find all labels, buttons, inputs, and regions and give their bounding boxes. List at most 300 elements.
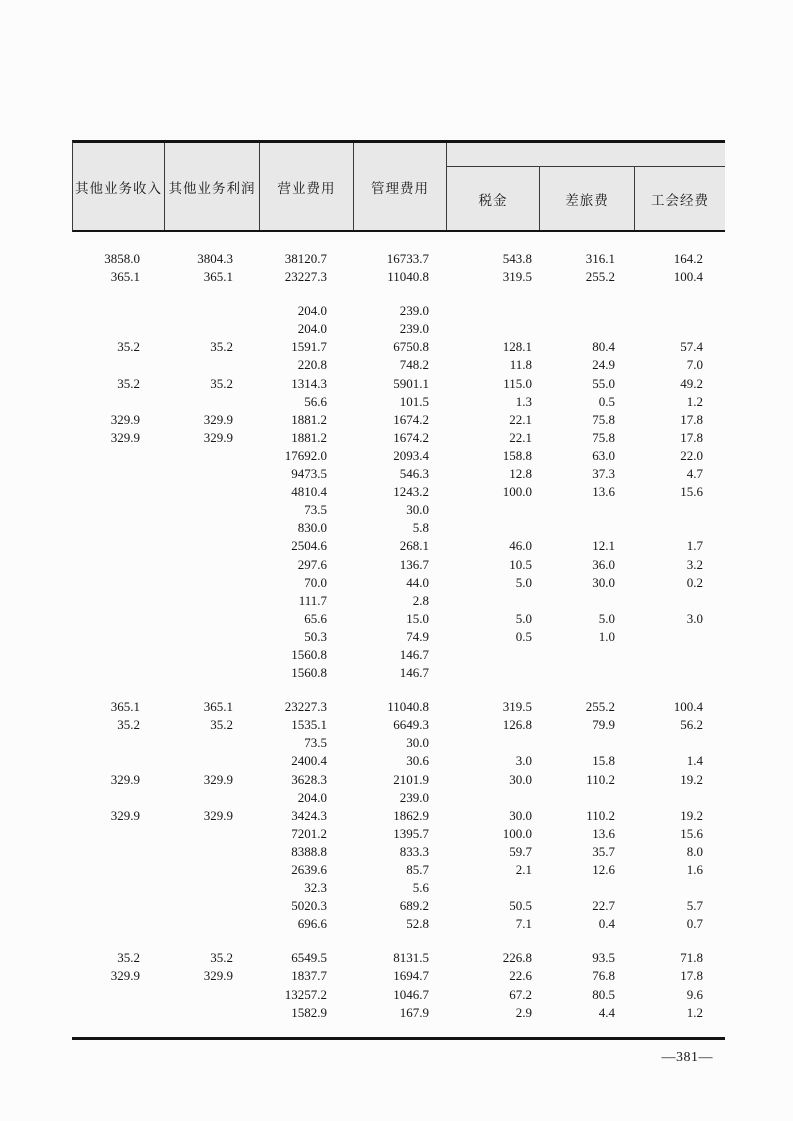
table-cell xyxy=(537,879,632,897)
table-cell xyxy=(72,825,163,843)
table-cell: 0.5 xyxy=(515,628,532,644)
table-cell: 204.0 xyxy=(297,321,327,337)
table-cell: 71.8 xyxy=(680,950,703,966)
table-cell: 1.6 xyxy=(686,862,703,877)
table-cell xyxy=(163,915,258,933)
table-cell: 365.1 xyxy=(110,269,140,285)
table-cell: 65.6 xyxy=(304,610,327,626)
table-row xyxy=(72,302,725,320)
table-cell: 23227.3 xyxy=(284,699,327,715)
table-row xyxy=(72,610,725,628)
table-row xyxy=(72,807,725,825)
table-cell: 11.8 xyxy=(509,357,532,373)
table-cell: 833.3 xyxy=(399,843,429,859)
table-bottom-rule xyxy=(72,1037,725,1040)
table-cell: 319.5 xyxy=(502,269,532,285)
table-cell xyxy=(163,501,258,519)
table-cell xyxy=(445,320,537,338)
table-cell: 6549.5 xyxy=(291,950,327,966)
table-cell: 239.0 xyxy=(399,321,429,337)
table-cell: 17.8 xyxy=(680,968,703,984)
table-cell: 57.4 xyxy=(680,339,703,355)
table-cell xyxy=(632,646,725,664)
table-cell: 146.7 xyxy=(399,646,429,662)
table-cell: 100.4 xyxy=(673,269,703,285)
table-cell: 3628.3 xyxy=(291,771,327,787)
table-cell xyxy=(163,789,258,807)
table-row xyxy=(72,716,725,734)
table-cell: 79.9 xyxy=(592,717,615,733)
table-cell: 36.0 xyxy=(592,556,615,572)
table-cell: 49.2 xyxy=(680,375,703,391)
table-cell: 7201.2 xyxy=(291,825,327,841)
table-row xyxy=(72,861,725,879)
table-cell: 204.0 xyxy=(297,303,327,319)
table-cell: 167.9 xyxy=(399,1004,429,1020)
table-cell xyxy=(163,879,258,897)
table-cell: 30.0 xyxy=(592,574,615,590)
table-cell: 15.6 xyxy=(680,825,703,841)
table-row xyxy=(72,447,725,465)
table-cell: 1046.7 xyxy=(393,986,429,1002)
table-cell xyxy=(72,628,163,646)
table-cell: 2.9 xyxy=(515,1004,532,1020)
table-row xyxy=(72,592,725,610)
table-cell: 15.8 xyxy=(592,753,615,769)
table-cell xyxy=(163,393,258,411)
table-cell: 52.8 xyxy=(406,916,429,932)
col-header-label: 工会经费 xyxy=(651,192,709,208)
table-row xyxy=(72,897,725,915)
table-cell xyxy=(72,483,163,501)
table-cell: 1.7 xyxy=(686,538,703,554)
table-cell: 35.2 xyxy=(117,339,140,355)
table-row xyxy=(72,393,725,411)
table-cell: 5.0 xyxy=(598,610,615,626)
table-cell: 13.6 xyxy=(592,825,615,841)
table-cell: 30.0 xyxy=(406,502,429,518)
table-cell: 226.8 xyxy=(502,950,532,966)
table-cell: 1560.8 xyxy=(291,646,327,662)
table-cell: 0.4 xyxy=(598,916,615,932)
subcolumn-row xyxy=(447,167,725,230)
table-cell: 316.1 xyxy=(585,251,615,266)
table-cell: 5.0 xyxy=(515,610,532,626)
col-header-label: 管理费用 xyxy=(371,180,429,196)
table-cell: 76.8 xyxy=(592,968,615,984)
table-cell: 1881.2 xyxy=(291,429,327,445)
table-cell: 35.2 xyxy=(117,717,140,733)
table-cell: 1.2 xyxy=(686,393,703,409)
table-cell xyxy=(632,592,725,610)
table-cell xyxy=(163,752,258,770)
table-row xyxy=(72,411,725,429)
table-cell xyxy=(163,320,258,338)
table-cell xyxy=(72,592,163,610)
table-cell: 1314.3 xyxy=(291,375,327,391)
table-cell xyxy=(72,393,163,411)
table-cell: 365.1 xyxy=(203,699,233,715)
table-cell: 80.4 xyxy=(592,339,615,355)
table-cell: 0.2 xyxy=(686,574,703,590)
table-cell: 110.2 xyxy=(586,807,615,823)
table-cell xyxy=(632,789,725,807)
table-cell: 0.5 xyxy=(598,393,615,409)
table-cell: 50.3 xyxy=(304,628,327,644)
table-cell: 2.8 xyxy=(412,592,429,608)
table-cell xyxy=(163,734,258,752)
table-cell: 1.0 xyxy=(598,628,615,644)
table-header xyxy=(72,140,725,232)
table-cell: 19.2 xyxy=(680,807,703,823)
table-cell: 44.0 xyxy=(406,574,429,590)
table-cell xyxy=(72,1004,163,1022)
table-row xyxy=(72,879,725,897)
table-cell xyxy=(632,302,725,320)
table-cell: 2639.6 xyxy=(291,862,327,877)
table-cell: 35.2 xyxy=(117,375,140,391)
table-cell: 255.2 xyxy=(585,699,615,715)
table-cell: 13257.2 xyxy=(284,986,327,1002)
table-body xyxy=(72,232,725,1022)
table-cell xyxy=(537,519,632,537)
table-cell: 128.1 xyxy=(502,339,532,355)
table-cell: 73.5 xyxy=(304,735,327,751)
table-cell: 239.0 xyxy=(399,789,429,805)
table-cell: 50.5 xyxy=(509,898,532,914)
table-cell: 55.0 xyxy=(592,375,615,391)
table-cell: 239.0 xyxy=(399,303,429,319)
table-cell xyxy=(72,610,163,628)
table-cell: 23227.3 xyxy=(284,269,327,285)
table-cell xyxy=(632,628,725,646)
table-cell: 15.6 xyxy=(680,484,703,500)
table-row xyxy=(72,986,725,1004)
table-cell: 297.6 xyxy=(297,556,327,572)
table-cell: 0.7 xyxy=(686,916,703,932)
table-cell xyxy=(537,320,632,338)
table-cell xyxy=(163,664,258,682)
col-header-label: 差旅费 xyxy=(565,192,609,208)
col-header-label: 税金 xyxy=(478,192,508,208)
table-cell xyxy=(445,646,537,664)
table-cell xyxy=(72,646,163,664)
table-cell: 2504.6 xyxy=(291,538,327,554)
spacer-row xyxy=(72,286,725,302)
table-cell: 5020.3 xyxy=(291,898,327,914)
table-cell xyxy=(72,574,163,592)
table-cell: 100.4 xyxy=(673,699,703,715)
table-cell: 9473.5 xyxy=(291,466,327,482)
table-cell xyxy=(163,556,258,574)
table-cell: 12.1 xyxy=(592,538,615,554)
table-cell: 56.6 xyxy=(304,393,327,409)
table-cell: 329.9 xyxy=(203,771,233,787)
table-cell xyxy=(537,302,632,320)
table-cell: 5.0 xyxy=(515,574,532,590)
table-cell: 59.7 xyxy=(509,843,532,859)
table-cell: 329.9 xyxy=(203,429,233,445)
col-header-label: 其他业务收入 xyxy=(75,180,162,196)
table-row xyxy=(72,734,725,752)
table-cell: 329.9 xyxy=(110,429,140,445)
table-row xyxy=(72,915,725,933)
table-cell: 110.2 xyxy=(586,771,615,787)
table-cell xyxy=(445,734,537,752)
table-row xyxy=(72,752,725,770)
table-cell: 329.9 xyxy=(110,807,140,823)
table-cell xyxy=(163,592,258,610)
table-row xyxy=(72,356,725,374)
table-row xyxy=(72,375,725,393)
table-cell: 830.0 xyxy=(297,520,327,536)
table-cell: 748.2 xyxy=(399,357,429,373)
table-row xyxy=(72,949,725,967)
table-row xyxy=(72,574,725,592)
col-header-label: 其他业务利润 xyxy=(168,180,256,196)
table-cell: 365.1 xyxy=(203,269,233,285)
table-cell xyxy=(445,664,537,682)
table-cell: 9.6 xyxy=(686,986,703,1002)
table-cell: 3804.3 xyxy=(197,251,233,266)
table-cell: 35.2 xyxy=(210,950,233,966)
table-cell: 136.7 xyxy=(399,556,429,572)
table-cell: 8131.5 xyxy=(393,950,429,966)
table-row xyxy=(72,429,725,447)
table-cell: 74.9 xyxy=(406,628,429,644)
table-cell: 30.0 xyxy=(509,771,532,787)
table-cell xyxy=(72,501,163,519)
table-cell: 46.0 xyxy=(509,538,532,554)
table-cell: 1862.9 xyxy=(393,807,429,823)
table-cell: 22.1 xyxy=(509,429,532,445)
table-cell xyxy=(72,879,163,897)
table-cell xyxy=(163,825,258,843)
table-row xyxy=(72,250,725,268)
table-cell xyxy=(72,915,163,933)
table-cell: 111.7 xyxy=(298,592,327,608)
table-cell xyxy=(163,537,258,555)
table-cell xyxy=(537,734,632,752)
table-cell: 38120.7 xyxy=(284,251,327,266)
table-cell: 1582.9 xyxy=(291,1004,327,1020)
table-cell: 1.2 xyxy=(686,1004,703,1020)
table-cell: 22.7 xyxy=(592,898,615,914)
table-cell xyxy=(163,986,258,1004)
table-cell: 30.0 xyxy=(406,735,429,751)
table-cell: 696.6 xyxy=(297,916,327,932)
table-cell xyxy=(163,465,258,483)
table-cell xyxy=(537,501,632,519)
table-cell: 101.5 xyxy=(399,393,429,409)
table-cell: 80.5 xyxy=(592,986,615,1002)
table-cell: 32.3 xyxy=(304,880,327,896)
table-cell: 7.1 xyxy=(515,916,532,932)
table-cell xyxy=(632,879,725,897)
col-header-admin-expenses xyxy=(353,143,446,230)
table-cell: 85.7 xyxy=(406,862,429,877)
table-cell: 8.0 xyxy=(686,843,703,859)
table-cell: 75.8 xyxy=(592,429,615,445)
col-header-travel-expenses xyxy=(539,167,634,230)
page-number: —381— xyxy=(661,1050,713,1065)
table-cell xyxy=(632,501,725,519)
table-cell: 546.3 xyxy=(399,466,429,482)
table-cell: 3424.3 xyxy=(291,807,327,823)
group-header-cell xyxy=(447,143,725,167)
table-cell xyxy=(445,879,537,897)
table-cell: 115.0 xyxy=(503,375,532,391)
table-cell xyxy=(445,592,537,610)
table-row xyxy=(72,967,725,985)
table-cell xyxy=(632,664,725,682)
table-cell: 255.2 xyxy=(585,269,615,285)
col-header-other-business-income xyxy=(73,143,164,230)
table-row xyxy=(72,628,725,646)
table-cell: 2.1 xyxy=(515,862,532,877)
table-cell xyxy=(632,519,725,537)
table-cell: 22.6 xyxy=(509,968,532,984)
table-cell xyxy=(445,302,537,320)
table-cell: 1560.8 xyxy=(291,665,327,681)
table-cell: 204.0 xyxy=(297,789,327,805)
table-cell: 67.2 xyxy=(509,986,532,1002)
table-cell: 17.8 xyxy=(680,411,703,427)
table-cell xyxy=(72,789,163,807)
table-cell: 93.5 xyxy=(592,950,615,966)
table-cell: 146.7 xyxy=(399,665,429,681)
table-cell: 8388.8 xyxy=(291,843,327,859)
table-cell: 22.0 xyxy=(680,447,703,463)
table-cell: 7.0 xyxy=(686,357,703,373)
table-cell: 1591.7 xyxy=(291,339,327,355)
table-cell: 12.6 xyxy=(592,862,615,877)
spacer-row xyxy=(72,933,725,949)
table-cell: 1395.7 xyxy=(393,825,429,841)
table-cell xyxy=(537,592,632,610)
table-cell: 1.3 xyxy=(515,393,532,409)
table-cell xyxy=(72,861,163,879)
table-cell xyxy=(72,734,163,752)
table-cell: 4.7 xyxy=(686,466,703,482)
table-cell: 13.6 xyxy=(592,484,615,500)
table-row xyxy=(72,537,725,555)
table-cell: 164.2 xyxy=(673,251,703,266)
table-cell xyxy=(72,302,163,320)
table-cell: 10.5 xyxy=(509,556,532,572)
table-cell: 73.5 xyxy=(304,502,327,518)
table-cell: 1674.2 xyxy=(393,429,429,445)
table-cell: 1535.1 xyxy=(291,717,327,733)
table-cell: 100.0 xyxy=(502,825,532,841)
financial-table xyxy=(72,140,725,1040)
table-cell: 220.8 xyxy=(297,357,327,373)
table-cell: 100.0 xyxy=(502,484,532,500)
table-cell: 35.2 xyxy=(210,375,233,391)
table-cell: 30.6 xyxy=(406,753,429,769)
table-cell xyxy=(72,556,163,574)
table-cell xyxy=(632,734,725,752)
table-cell xyxy=(72,356,163,374)
table-cell: 329.9 xyxy=(110,968,140,984)
table-cell: 15.0 xyxy=(406,610,429,626)
table-cell: 329.9 xyxy=(203,411,233,427)
table-cell: 2093.4 xyxy=(393,447,429,463)
table-cell: 158.8 xyxy=(502,447,532,463)
table-cell: 5.6 xyxy=(412,880,429,896)
table-cell: 329.9 xyxy=(203,807,233,823)
table-cell: 4810.4 xyxy=(291,484,327,500)
table-cell xyxy=(445,519,537,537)
table-cell: 1837.7 xyxy=(291,968,327,984)
table-cell: 22.1 xyxy=(509,411,532,427)
col-header-label: 营业费用 xyxy=(277,180,336,196)
table-cell: 11040.8 xyxy=(387,699,429,715)
table-cell xyxy=(163,861,258,879)
table-cell: 689.2 xyxy=(399,898,429,914)
table-cell xyxy=(72,843,163,861)
col-header-union-funds xyxy=(634,167,725,230)
table-row xyxy=(72,320,725,338)
table-cell: 75.8 xyxy=(592,411,615,427)
table-cell: 3.0 xyxy=(686,610,703,626)
table-cell: 35.7 xyxy=(592,843,615,859)
table-cell xyxy=(537,664,632,682)
table-cell xyxy=(163,447,258,465)
table-cell: 6649.3 xyxy=(393,717,429,733)
table-cell xyxy=(537,789,632,807)
table-cell xyxy=(163,897,258,915)
table-cell xyxy=(537,646,632,664)
subcolumn-group xyxy=(446,143,725,230)
table-cell: 35.2 xyxy=(210,339,233,355)
table-cell xyxy=(72,897,163,915)
table-cell: 37.3 xyxy=(592,466,615,482)
table-cell: 63.0 xyxy=(592,447,615,463)
table-cell: 35.2 xyxy=(117,950,140,966)
table-cell: 17.8 xyxy=(680,429,703,445)
table-cell: 2400.4 xyxy=(291,753,327,769)
table-row xyxy=(72,519,725,537)
table-cell: 4.4 xyxy=(598,1004,615,1020)
table-row xyxy=(72,843,725,861)
table-cell xyxy=(445,789,537,807)
table-cell: 1881.2 xyxy=(291,411,327,427)
table-cell: 16733.7 xyxy=(386,251,429,266)
table-cell: 1674.2 xyxy=(393,411,429,427)
table-cell: 6750.8 xyxy=(393,339,429,355)
table-cell: 1694.7 xyxy=(393,968,429,984)
table-cell: 329.9 xyxy=(110,411,140,427)
table-cell xyxy=(72,519,163,537)
table-cell: 1.4 xyxy=(686,753,703,769)
table-cell: 30.0 xyxy=(509,807,532,823)
table-row xyxy=(72,556,725,574)
table-cell xyxy=(163,574,258,592)
table-row xyxy=(72,698,725,716)
table-cell xyxy=(163,843,258,861)
table-cell: 329.9 xyxy=(203,968,233,984)
table-cell: 543.8 xyxy=(502,251,532,266)
table-cell: 11040.8 xyxy=(387,269,429,285)
table-row xyxy=(72,825,725,843)
table-cell: 12.8 xyxy=(509,466,532,482)
table-cell: 365.1 xyxy=(110,699,140,715)
col-header-taxes xyxy=(447,167,539,230)
table-cell: 1243.2 xyxy=(393,484,429,500)
table-cell xyxy=(72,320,163,338)
table-cell xyxy=(72,537,163,555)
